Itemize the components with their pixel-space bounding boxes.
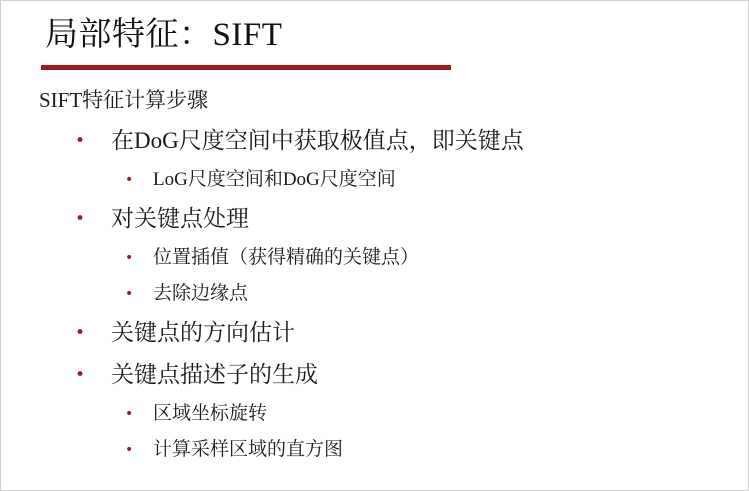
list-item [1, 121, 748, 161]
list-item-label: 在DoG尺度空间中获取极值点，即关键点 [111, 128, 524, 153]
list-item-label: 去除边缘点 [153, 283, 249, 304]
list-item-label: 对关键点处理 [111, 206, 249, 231]
slide-body [1, 85, 748, 469]
bullet-icon: • [125, 406, 134, 422]
list-item-label: LoG尺度空间和DoG尺度空间 [153, 169, 396, 190]
list-item-label: 关键点的方向估计 [111, 320, 295, 345]
bullet-icon: • [75, 323, 86, 343]
list-item [1, 277, 748, 311]
bullet-icon: • [75, 131, 86, 151]
bullet-icon: • [125, 286, 134, 302]
list-item-label: 位置插值（获得精确的关键点） [153, 247, 420, 268]
list-item [1, 397, 748, 431]
list-item [1, 355, 748, 395]
slide-title-area [1, 1, 748, 73]
list-item [1, 199, 748, 239]
bullet-icon: • [75, 365, 86, 385]
list-item-label: 计算采样区域的直方图 [153, 439, 344, 460]
bullet-icon: • [125, 172, 134, 188]
list-item [1, 85, 748, 115]
list-item-label: 区域坐标旋转 [153, 403, 268, 424]
list-item [1, 433, 748, 467]
bullet-icon: • [75, 209, 86, 229]
title-underline-rule [41, 65, 451, 70]
list-item [1, 163, 748, 197]
list-item-label: SIFT特征计算步骤 [39, 88, 209, 112]
list-item-label: 关键点描述子的生成 [111, 362, 318, 387]
bullet-icon: • [125, 250, 134, 266]
bullet-icon: • [125, 442, 134, 458]
page-title: 局部特征：SIFT [45, 17, 283, 53]
list-item [1, 313, 748, 353]
list-item [1, 241, 748, 275]
